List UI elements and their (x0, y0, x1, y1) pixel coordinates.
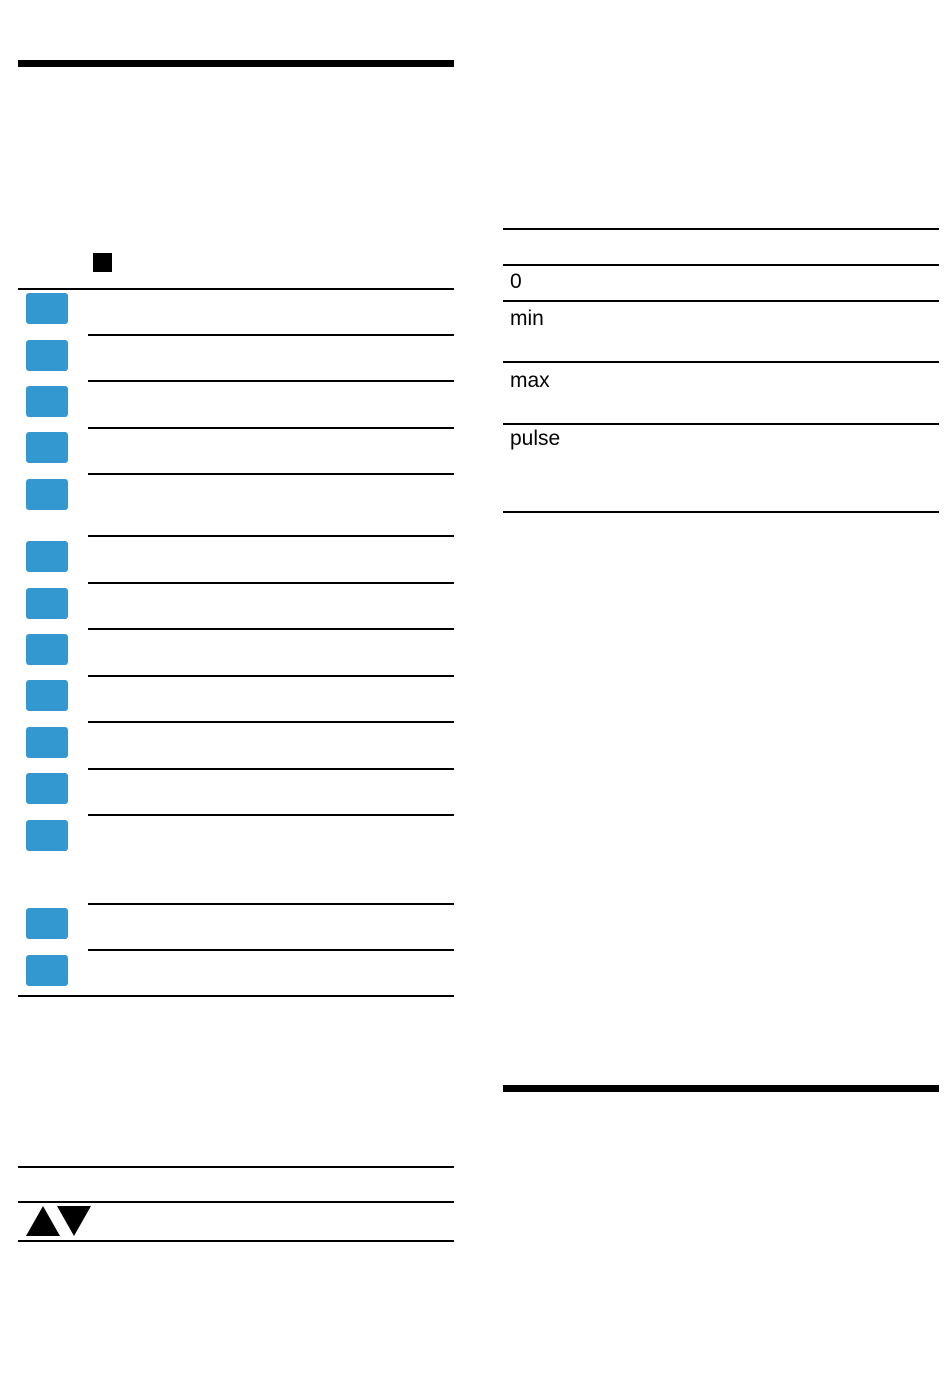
down-arrow-icon (57, 1206, 91, 1236)
program-button-icon[interactable] (26, 541, 68, 572)
row-rule (88, 949, 454, 951)
row-rule (503, 423, 939, 425)
right-section-rule (503, 1085, 939, 1092)
arrow-table-bottom-rule (18, 1240, 454, 1242)
arrow-table-mid-rule (18, 1201, 454, 1203)
program-button-icon[interactable] (26, 955, 68, 986)
program-button-icon[interactable] (26, 820, 68, 851)
program-button-icon[interactable] (26, 773, 68, 804)
program-button-icon[interactable] (26, 432, 68, 463)
row-rule (503, 300, 939, 302)
row-rule (88, 675, 454, 677)
up-arrow-icon (26, 1206, 60, 1236)
program-button-icon[interactable] (26, 908, 68, 939)
row-rule (88, 582, 454, 584)
row-rule (88, 903, 454, 905)
row-rule (88, 768, 454, 770)
program-button-icon[interactable] (26, 479, 68, 510)
speed-setting-label: 0 (510, 270, 522, 293)
left-section-rule (18, 60, 454, 67)
row-rule (88, 814, 454, 816)
speed-table-top-rule (503, 228, 939, 230)
program-button-icon[interactable] (26, 634, 68, 665)
program-button-icon[interactable] (26, 727, 68, 758)
row-rule (88, 427, 454, 429)
row-rule (503, 361, 939, 363)
table-top-rule (18, 288, 454, 290)
speed-setting-label: min (510, 307, 544, 330)
program-button-icon[interactable] (26, 293, 68, 324)
row-rule (88, 380, 454, 382)
up-down-arrows-icon[interactable] (24, 1206, 94, 1236)
program-button-icon[interactable] (26, 588, 68, 619)
row-rule (88, 473, 454, 475)
speed-setting-label: pulse (510, 427, 561, 450)
table-bottom-rule (18, 995, 454, 997)
speed-table-bottom-rule (503, 511, 939, 513)
arrow-table-top-rule (18, 1166, 454, 1168)
speed-table-header-rule (503, 264, 939, 266)
program-button-icon[interactable] (26, 386, 68, 417)
row-rule (88, 334, 454, 336)
stop-square-icon (93, 253, 112, 272)
speed-setting-label: max (510, 369, 550, 392)
row-rule (88, 535, 454, 537)
row-rule (88, 628, 454, 630)
row-rule (88, 721, 454, 723)
program-button-icon[interactable] (26, 680, 68, 711)
program-button-icon[interactable] (26, 340, 68, 371)
